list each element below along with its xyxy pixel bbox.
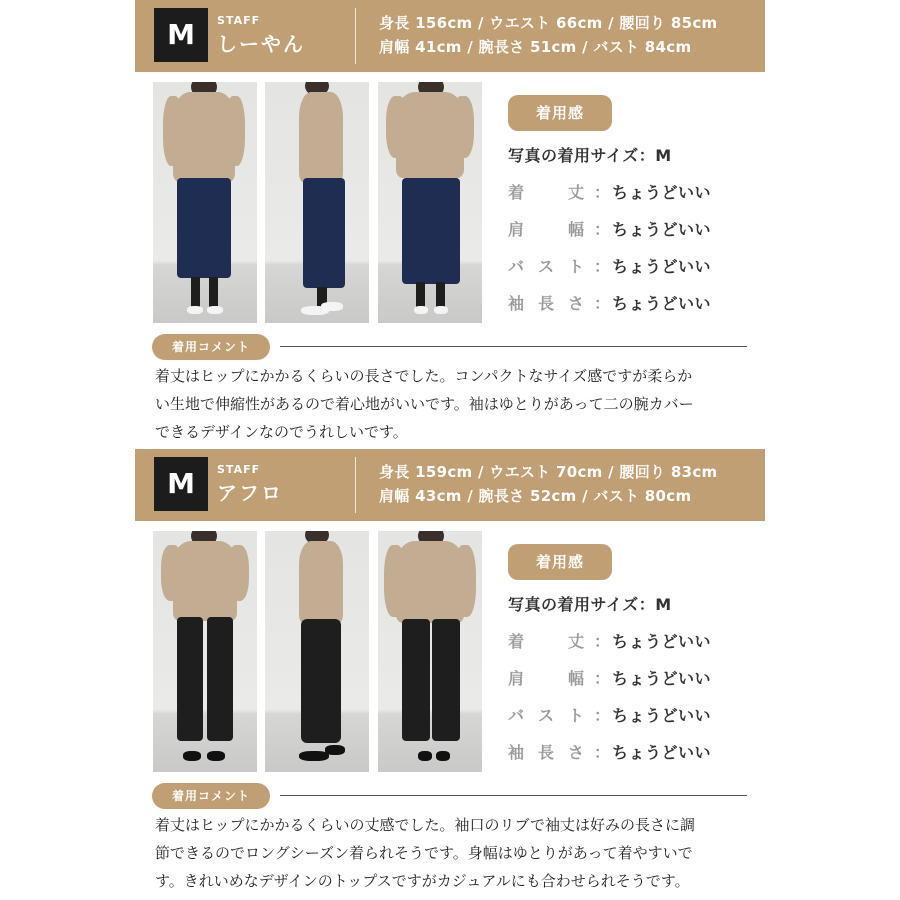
comment-text: [155, 362, 755, 446]
fit-label: 肩 幅: [508, 669, 584, 688]
fit-label: 着 丈: [508, 632, 584, 651]
header-divider: [355, 8, 356, 64]
header-divider: [355, 457, 356, 513]
fit-label: 着 丈: [508, 183, 584, 202]
fit-value: ちょうどいい: [612, 632, 712, 651]
comment-line: 着丈はヒップにかかるくらいの長さでした。コンパクトなサイズ感ですが柔らか: [155, 367, 693, 385]
comment-line: 着丈はヒップにかかるくらいの丈感でした。袖口のリブで袖丈は好みの長さに調: [155, 816, 696, 834]
fit-colon: ：: [594, 183, 611, 202]
comment-line: できるデザインなのでうれしいです。: [155, 423, 408, 441]
fit-size: 写真の着用サイズ：M: [508, 595, 672, 614]
fit-badge: 着用感: [508, 544, 612, 580]
fit-value: ちょうどいい: [612, 220, 712, 239]
fit-value: ちょうどいい: [612, 706, 712, 725]
fit-value: ちょうどいい: [612, 183, 712, 202]
comment-line: す。きれいめなデザインのトップスですがカジュアルにも合わせられそうです。: [155, 872, 690, 890]
staff-header: [135, 0, 765, 72]
comment-divider: [280, 346, 747, 347]
comment-line: 節できるのでロングシーズン着られそうです。身幅はゆとりがあって着やすいで: [155, 844, 693, 862]
staff-label: STAFF: [217, 14, 261, 27]
measurements-line-2: 肩幅 41cm / 腕長さ 51cm / バスト 84cm: [379, 38, 692, 56]
fit-colon: ：: [594, 743, 611, 762]
comment-badge: 着用コメント: [152, 334, 270, 360]
photo-back: [378, 82, 482, 323]
photo-side: [265, 531, 369, 772]
staff-name: アフロ: [217, 481, 283, 505]
photo-side: [265, 82, 369, 323]
fit-colon: ：: [594, 706, 611, 725]
fit-value: ちょうどいい: [612, 257, 712, 276]
fit-colon: ：: [594, 669, 611, 688]
fit-label: バ ス ト: [508, 706, 584, 725]
size-box: M: [154, 8, 208, 62]
fit-value: ちょうどいい: [612, 294, 712, 313]
fit-colon: ：: [594, 294, 611, 313]
fit-badge: 着用感: [508, 95, 612, 131]
fit-size: 写真の着用サイズ：M: [508, 146, 672, 165]
staff-name: しーやん: [217, 32, 305, 56]
measurements-line-1: 身長 159cm / ウエスト 70cm / 腰回り 83cm: [379, 463, 718, 481]
size-box: M: [154, 457, 208, 511]
photo-front: [153, 531, 257, 772]
fit-value: ちょうどいい: [612, 743, 712, 762]
comment-text: [155, 811, 755, 895]
measurements-line-1: 身長 156cm / ウエスト 66cm / 腰回り 85cm: [379, 14, 718, 32]
fit-label: 袖 長 さ: [508, 294, 584, 313]
photo-back: [378, 531, 482, 772]
fit-colon: ：: [594, 220, 611, 239]
fit-colon: ：: [594, 632, 611, 651]
photo-front: [153, 82, 257, 323]
fit-label: 肩 幅: [508, 220, 584, 239]
comment-badge: 着用コメント: [152, 783, 270, 809]
staff-header: [135, 449, 765, 521]
comment-divider: [280, 795, 747, 796]
measurements-line-2: 肩幅 43cm / 腕長さ 52cm / バスト 80cm: [379, 487, 692, 505]
fit-value: ちょうどいい: [612, 669, 712, 688]
fit-label: バ ス ト: [508, 257, 584, 276]
fit-label: 袖 長 さ: [508, 743, 584, 762]
comment-line: い生地で伸縮性があるので着心地がいいです。袖はゆとりがあって二の腕カバー: [155, 395, 694, 413]
staff-label: STAFF: [217, 463, 261, 476]
fit-colon: ：: [594, 257, 611, 276]
